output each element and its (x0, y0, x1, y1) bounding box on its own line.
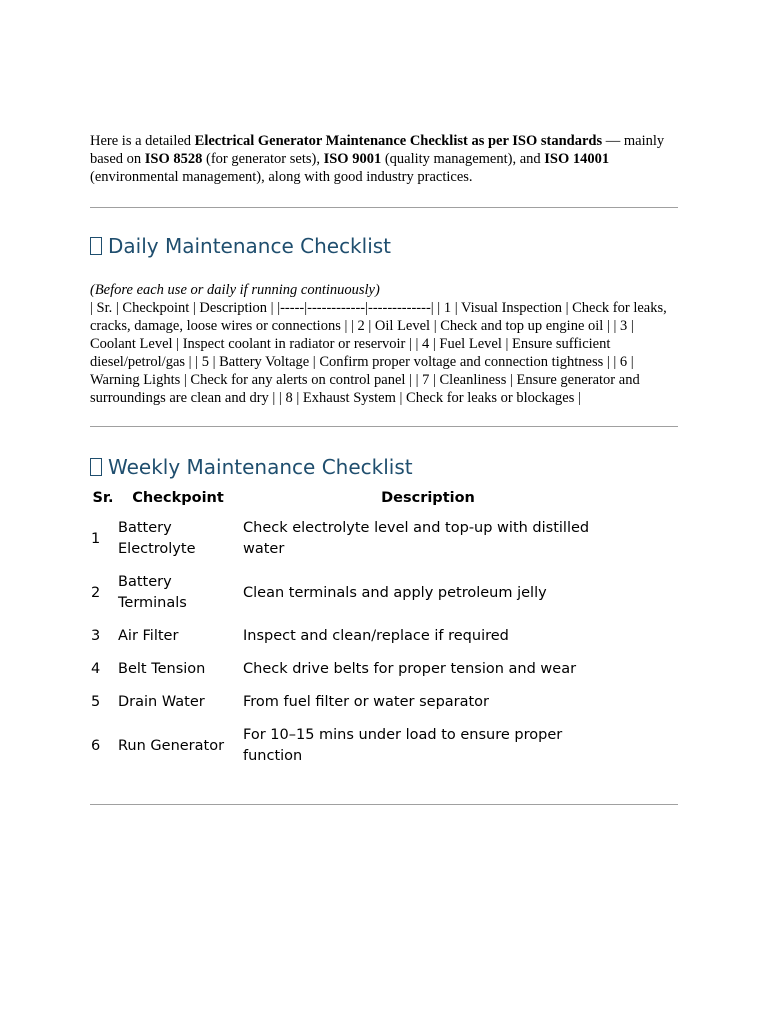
weekly-heading (90, 455, 413, 479)
divider (90, 804, 678, 805)
intro-text: (quality management), and (381, 151, 545, 167)
daily-heading (90, 234, 391, 258)
row-checkpoint: Air Filter (118, 628, 179, 644)
row-description: For 10–15 mins under load to ensure proper function (243, 727, 563, 764)
calendar-icon (90, 458, 102, 476)
row-sr: 2 (91, 584, 101, 601)
row-description: From fuel filter or water separator (243, 694, 490, 710)
table-row (90, 512, 615, 566)
row-sr: 5 (91, 694, 101, 710)
table-row (90, 566, 615, 620)
calendar-icon (90, 237, 102, 255)
intro-text: (for generator sets), (202, 151, 324, 167)
row-checkpoint: Run Generator (118, 737, 225, 754)
row-checkpoint: Battery Electrolyte (118, 520, 196, 557)
daily-title: Daily Maintenance Checklist (108, 234, 392, 258)
row-checkpoint: Battery Terminals (118, 574, 187, 611)
intro-paragraph (90, 132, 682, 186)
table-header-row (90, 484, 615, 512)
daily-note: (Before each use or daily if running continuously) (90, 282, 380, 298)
intro-bold: ISO 9001 (323, 151, 382, 167)
table-row (90, 620, 615, 653)
row-description: Check drive belts for proper tension and wear (243, 661, 577, 677)
divider (90, 426, 678, 427)
header-description: Description (381, 489, 475, 506)
divider (90, 207, 678, 208)
intro-bold: ISO 14001 (544, 151, 610, 167)
weekly-title: Weekly Maintenance Checklist (108, 455, 413, 479)
intro-text: (environmental management), along with good industry practices. (90, 169, 473, 185)
table-row (90, 653, 615, 686)
daily-raw-table: | Sr. | Checkpoint | Description | |-----|------------|-------------| | 1 | Visual Inspection | Check for leaks, cracks, damage, loose wires or connections | | 2 | Oil Level | Check and top up engine oil | | 3 | Coolant Level | Inspect coolant in radiator or reservoir | | 4 | Fuel Level | Ensure sufficient diesel/petrol/gas | | 5 | Battery Voltage | Confirm proper voltage and connection tightness | | 6 | Warning Lights | Check for any alerts on control panel | | 7 | Cleanliness | Ensure generator and surroundings are clean and dry | | 8 | Exhaust System | Check for leaks or blockages | (90, 300, 667, 406)
row-description: Check electrolyte level and top-up with distilled water (243, 520, 590, 557)
row-sr: 1 (91, 530, 101, 547)
row-sr: 6 (91, 737, 101, 754)
header-sr: Sr. (92, 490, 114, 506)
row-checkpoint: Belt Tension (118, 661, 206, 677)
row-checkpoint: Drain Water (118, 694, 205, 710)
weekly-table (90, 484, 615, 773)
header-checkpoint: Checkpoint (132, 489, 224, 506)
row-sr: 3 (91, 628, 101, 644)
intro-text: Here is a detailed (90, 133, 195, 149)
intro-text: — mainly based on (90, 133, 665, 167)
intro-bold: ISO 8528 (144, 151, 203, 167)
table-row (90, 719, 615, 773)
intro-bold: Electrical Generator Maintenance Checklist as per ISO standards (194, 133, 603, 149)
row-description: Clean terminals and apply petroleum jelly (243, 584, 547, 601)
row-description: Inspect and clean/replace if required (243, 628, 509, 644)
daily-checklist-block (90, 281, 680, 407)
row-sr: 4 (91, 661, 101, 677)
table-row (90, 686, 615, 719)
